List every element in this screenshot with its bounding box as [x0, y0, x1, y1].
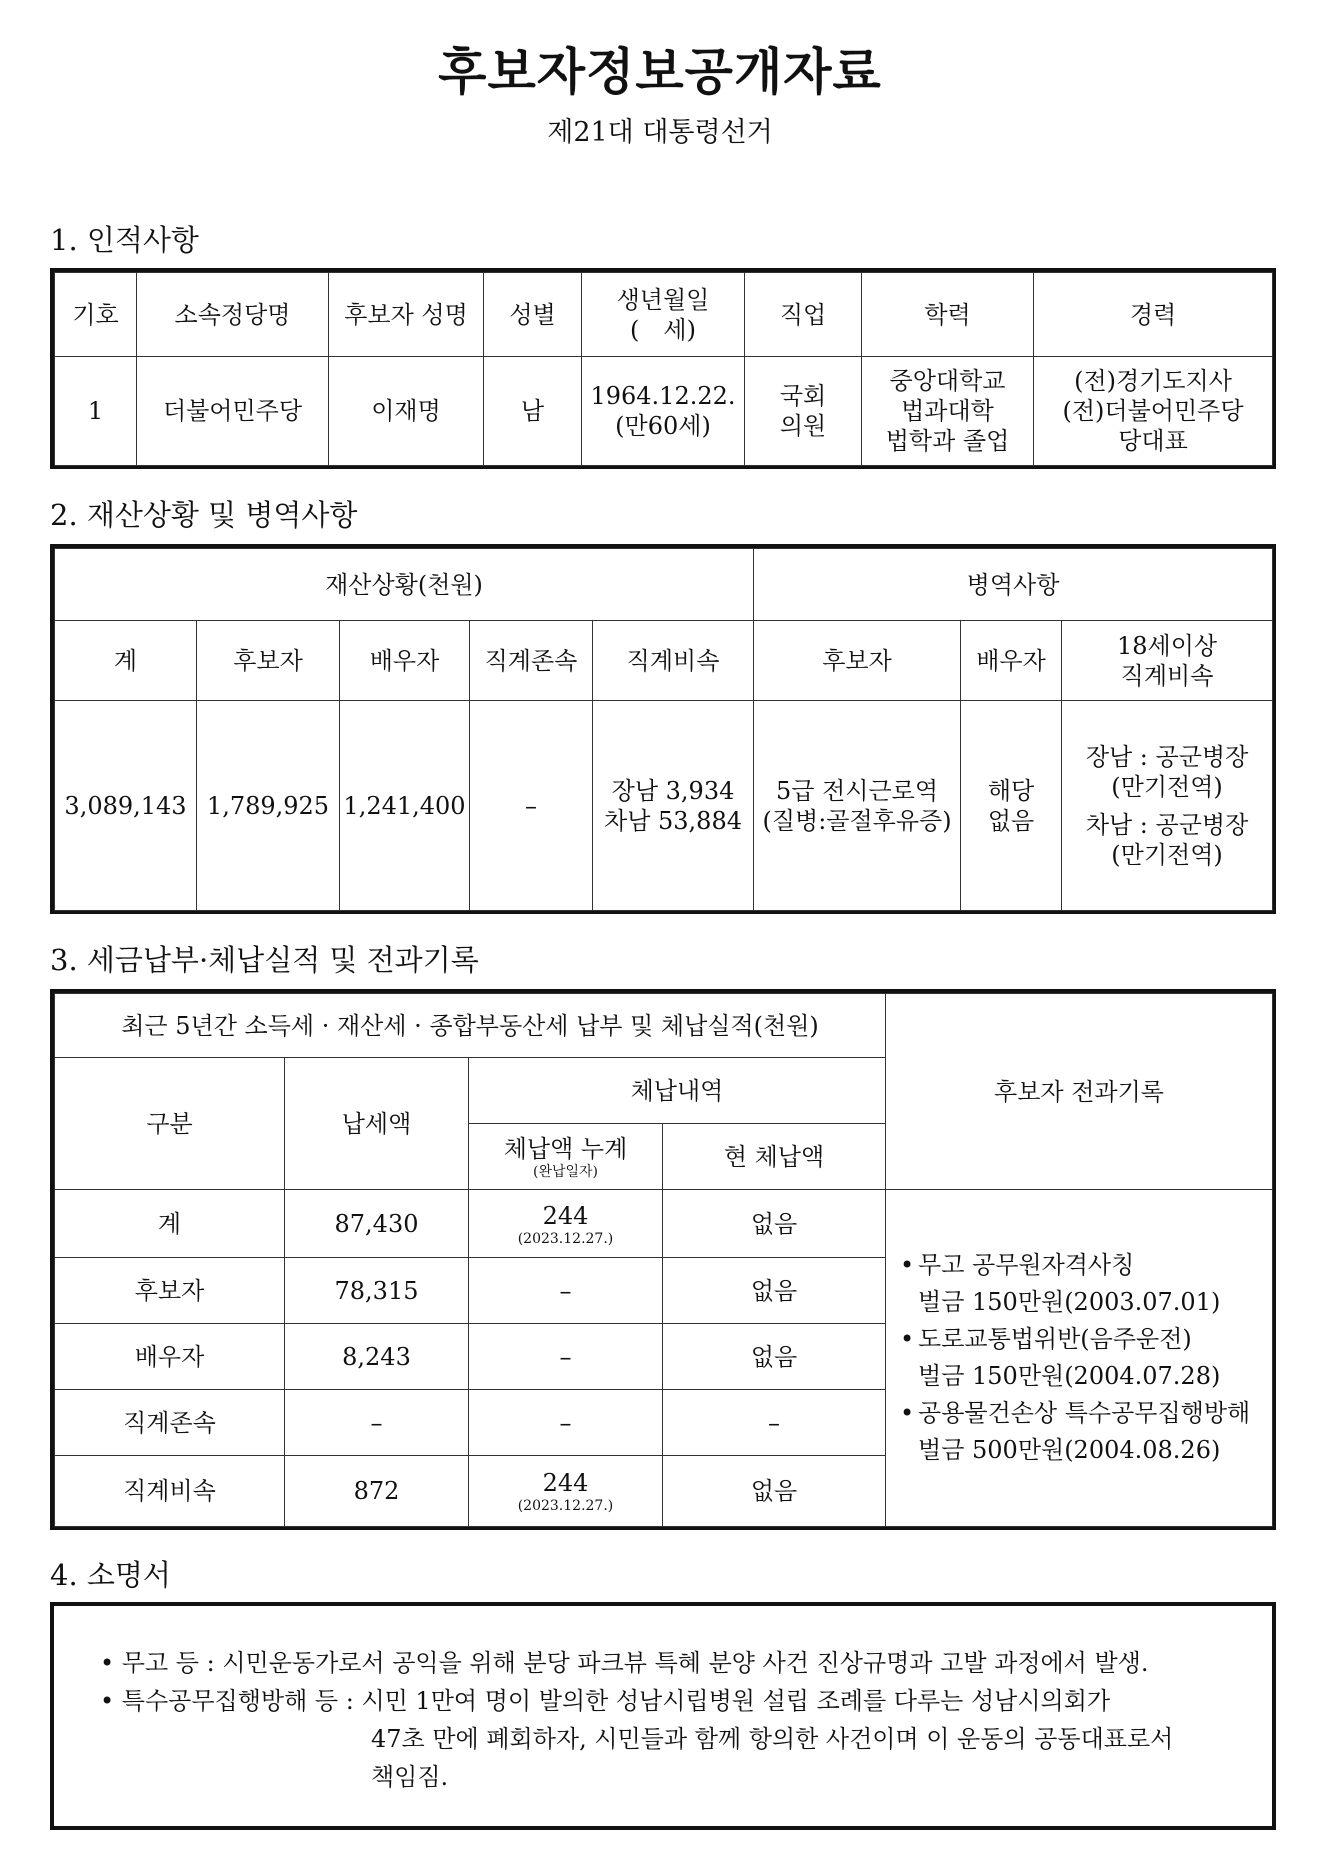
statement-item2-line1: 시민 1만여 명이 발의한 성남시립병원 설립 조례를 다루는 성남시의회가 [361, 1687, 1111, 1715]
tax-row-cum-date: (2023.12.27.) [517, 1230, 614, 1247]
candidate-gender: 남 [484, 357, 582, 466]
tax-row-paid: 8,243 [285, 1324, 469, 1390]
military-spouse-line2: 없음 [987, 806, 1035, 835]
military-child1-line2: (만기전역) [1111, 772, 1223, 801]
property-ascendants: – [470, 701, 593, 911]
military-spouse-header: 배우자 [961, 621, 1062, 701]
property-military-table [54, 548, 1273, 911]
section1-title: 1. 인적사항 [50, 223, 199, 257]
military-header: 병역사항 [754, 549, 1273, 621]
birth-age: (만60세) [615, 412, 711, 440]
tax-row-paid: 872 [285, 1456, 469, 1527]
tax-row-cum [469, 1190, 663, 1258]
military-child2-line2: (만기전역) [1111, 840, 1223, 869]
tax-row-paid: 78,315 [285, 1258, 469, 1324]
header-birth [582, 273, 745, 357]
tax-row-category: 직계비속 [55, 1456, 285, 1527]
candidate-career [1034, 357, 1273, 466]
military-candidate-line2: (질병:골절후유증) [762, 806, 952, 835]
descendant-2: 차남 53,884 [604, 806, 742, 835]
tax-row-cum-value: 244 [542, 1469, 589, 1497]
military-child2-line1: 차남 : 공군병장 [1085, 810, 1249, 839]
header-birth-line2: ( 세) [630, 315, 696, 344]
tax-row-current: 없음 [663, 1258, 886, 1324]
career-line1: (전)경기도지사 [1074, 367, 1232, 395]
property-ascendants-header: 직계존속 [470, 621, 593, 701]
military-candidate-header: 후보자 [754, 621, 961, 701]
header-gender: 성별 [484, 273, 582, 357]
bullet-marker: • [100, 1687, 115, 1715]
statement-item2-line3: 책임짐. [371, 1763, 449, 1791]
criminal-header: 후보자 전과기록 [886, 994, 1273, 1190]
header-job: 직업 [745, 273, 862, 357]
candidate-education [862, 357, 1034, 466]
arrears-cum-sublabel: (완납일자) [532, 1163, 599, 1180]
military-children [1062, 701, 1273, 911]
candidate-birth [582, 357, 745, 466]
statement-box [50, 1602, 1276, 1830]
property-total-header: 계 [55, 621, 197, 701]
tax-row-cum [469, 1456, 663, 1527]
tax-row-category: 후보자 [55, 1258, 285, 1324]
tax-row-current: 없음 [663, 1190, 886, 1258]
criminal-record [900, 1395, 1270, 1469]
children-header-line2: 직계비속 [1120, 661, 1214, 690]
descendant-1: 장남 3,934 [611, 776, 735, 805]
tax-row-paid: – [285, 1390, 469, 1456]
document-subtitle: 제21대 대통령선거 [547, 117, 773, 148]
candidate-number: 1 [55, 357, 137, 466]
tax-row-cum: – [469, 1324, 663, 1390]
property-total: 3,089,143 [55, 701, 197, 911]
military-candidate-line1: 5급 전시근로역 [776, 776, 939, 805]
tax-row-current: 없음 [663, 1324, 886, 1390]
tax-row-cum: – [469, 1258, 663, 1324]
criminal-record [900, 1321, 1270, 1395]
military-spouse-line1: 해당 [987, 776, 1035, 805]
statement-item2-line2: 47초 만에 폐회하자, 시민들과 함께 항의한 사건이며 이 운동의 공동대표로서 [371, 1725, 1174, 1753]
job-line1: 국회 [779, 382, 827, 410]
tax-row-category: 직계존속 [55, 1390, 285, 1456]
tax-row-category: 배우자 [55, 1324, 285, 1390]
header-number: 기호 [55, 273, 137, 357]
bullet-marker: • [900, 1399, 915, 1427]
bullet-marker: • [900, 1325, 915, 1353]
section2-title: 2. 재산상황 및 병역사항 [50, 498, 358, 532]
arrears-cum-header [469, 1124, 663, 1190]
military-child1-line1: 장남 : 공군병장 [1085, 742, 1249, 771]
education-line2: 법과대학 [901, 397, 994, 425]
job-line2: 의원 [779, 412, 827, 440]
section4-title: 4. 소명서 [50, 1558, 171, 1592]
arrears-cum-label: 체납액 누계 [503, 1134, 628, 1163]
property-spouse-header: 배우자 [340, 621, 470, 701]
document-title: 후보자정보공개자료 [438, 43, 882, 101]
career-line2: (전)더불어민주당 [1062, 397, 1244, 425]
arrears-header: 체납내역 [469, 1058, 886, 1124]
arrears-current-header: 현 체납액 [663, 1124, 886, 1190]
statement-item [100, 1644, 1272, 1682]
property-spouse: 1,241,400 [340, 701, 470, 911]
bullet-marker: • [100, 1649, 115, 1677]
criminal-records [886, 1190, 1273, 1527]
military-candidate [754, 701, 961, 911]
military-spouse [961, 701, 1062, 911]
property-descendants-header: 직계비속 [593, 621, 754, 701]
candidate-name: 이재명 [329, 357, 484, 466]
header-education: 학력 [862, 273, 1034, 357]
tax-criminal-table [54, 993, 1273, 1527]
military-children-header [1062, 621, 1273, 701]
property-header: 재산상황(천원) [55, 549, 754, 621]
birth-date: 1964.12.22. [590, 382, 736, 410]
education-line1: 중앙대학교 [889, 367, 1006, 395]
criminal-record-line1: 무고 공무원자격사칭 [918, 1251, 1135, 1279]
statement-item [100, 1682, 1272, 1720]
tax-row-cum-date: (2023.12.27.) [517, 1498, 614, 1514]
candidate-job [745, 357, 862, 466]
property-candidate: 1,789,925 [197, 701, 340, 911]
statement-item2-label: 특수공무집행방해 등 : [121, 1687, 362, 1715]
bullet-marker: • [900, 1251, 915, 1279]
tax-row-cum: – [469, 1390, 663, 1456]
tax-row-paid: 87,430 [285, 1190, 469, 1258]
header-career: 경력 [1034, 273, 1273, 357]
tax-category-header: 구분 [55, 1058, 285, 1190]
property-descendants [593, 701, 754, 911]
criminal-record-line1: 공용물건손상 특수공무집행방해 [918, 1399, 1251, 1427]
criminal-record-line2: 벌금 150만원(2004.07.28) [918, 1362, 1221, 1390]
candidate-party: 더불어민주당 [137, 357, 329, 466]
criminal-record-line2: 벌금 500만원(2004.08.26) [918, 1436, 1221, 1464]
criminal-record-line1: 도로교통법위반(음주운전) [918, 1325, 1192, 1353]
tax-row-category: 계 [55, 1190, 285, 1258]
criminal-record [900, 1247, 1270, 1321]
career-line3: 당대표 [1118, 427, 1188, 455]
tax-row-cum-value: 244 [542, 1201, 589, 1230]
header-party: 소속정당명 [137, 273, 329, 357]
statement-item1-text: 시민운동가로서 공익을 위해 분당 파크뷰 특혜 분양 사건 진상규명과 고발 과정에서 발생. [222, 1649, 1149, 1677]
header-name: 후보자 성명 [329, 273, 484, 357]
statement-item1-label: 무고 등 : [121, 1649, 223, 1677]
tax-header: 최근 5년간 소득세 · 재산세 · 종합부동산세 납부 및 체납실적(천원) [55, 994, 886, 1058]
header-birth-line1: 생년월일 [616, 285, 710, 314]
property-candidate-header: 후보자 [197, 621, 340, 701]
tax-row-current: 없음 [663, 1456, 886, 1527]
tax-paid-header: 납세액 [285, 1058, 469, 1190]
children-header-line1: 18세이상 [1116, 631, 1218, 660]
criminal-record-line2: 벌금 150만원(2003.07.01) [918, 1288, 1221, 1316]
tax-row-current: – [663, 1390, 886, 1456]
section3-title: 3. 세금납부·체납실적 및 전과기록 [50, 943, 479, 977]
personal-info-table [54, 272, 1273, 466]
education-line3: 법학과 졸업 [885, 427, 1010, 455]
